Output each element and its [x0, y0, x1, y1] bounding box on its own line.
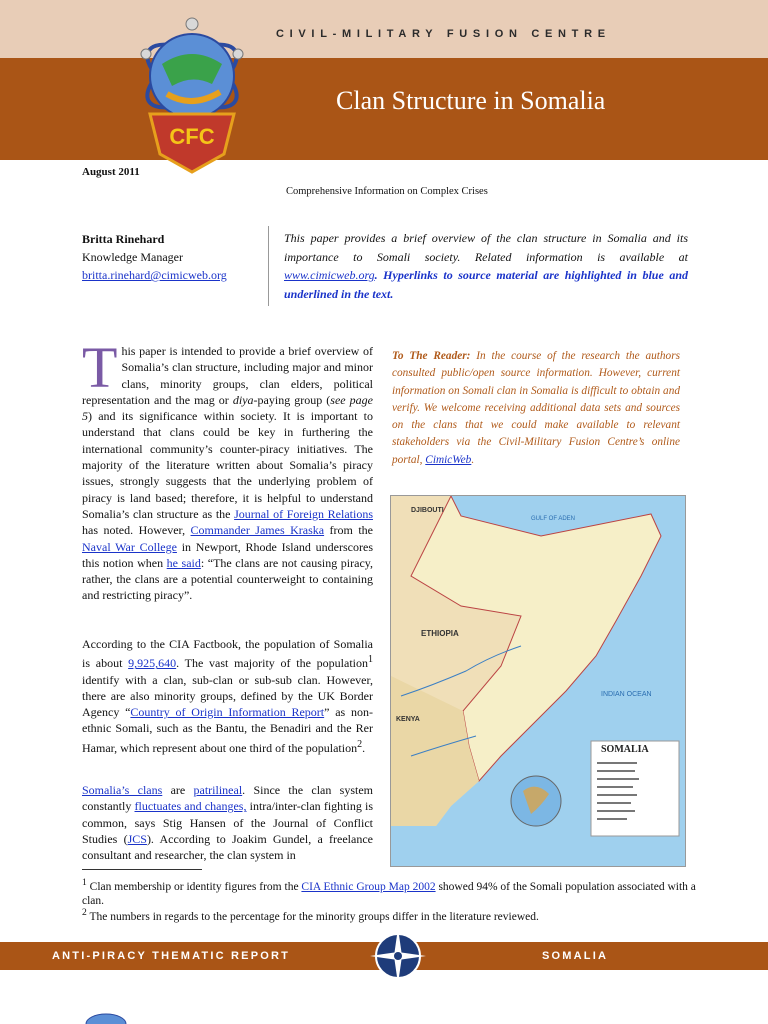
somalia-map: [390, 495, 686, 867]
map-label-ocean: INDIAN OCEAN: [601, 691, 652, 698]
reader-label: To The Reader:: [392, 350, 471, 362]
drop-cap: T: [82, 335, 118, 400]
paragraph-1: This paper is intended to provide a brief overview of Somalia’s clan structure, including major and minor clans, minority groups, clan elders, political representation and the mag or diya-paying group (see page 5) and its significance within society. It is important to understand that clans could be key in furthering the international community’s counter-piracy initiatives. The majority of the literature written about Somalia’s piracy issues, strongly suggests that the underlying problem of piracy is land based; therefore, it is helpful to understand Somalia’s clan structure as the Journal of Foreign Relations has noted. However, Commander James Kraska from the Naval War College in Newport, Rhode Island underscores this notion when he said: “The clans are not causing piracy, rather, the clans are a potential counterweight to containing and restricting piracy”.: [82, 335, 373, 603]
divider: [268, 226, 269, 306]
title-band: [0, 58, 768, 160]
author-email-link[interactable]: britta.rinehard@cimicweb.org: [82, 268, 227, 282]
footer-report-label: ANTI-PIRACY THEMATIC REPORT: [52, 950, 291, 962]
somalias-clans-link[interactable]: Somalia’s clans: [82, 783, 163, 797]
paragraph-3: Somalia’s clans are patrilineal. Since the clan system constantly fluctuates and changes, intra/inter-clan fighting is common, says Stig Hansen of the Journal of Conflict Studies (JCS). According to Joakim Gundel, a freelance consultant and researcher, the clan system in: [82, 783, 374, 863]
map-title: SOMALIA: [601, 744, 649, 755]
hyperlink-note: . Hyperlinks to source material are highlighted in blue and underlined in the text.: [284, 268, 688, 301]
fluctuates-link[interactable]: fluctuates and changes,: [134, 799, 247, 814]
footnote-rule: [82, 869, 202, 870]
footer-country-label: SOMALIA: [542, 950, 609, 962]
logo-text: CFC: [169, 124, 215, 149]
patrilineal-link[interactable]: patrilineal: [193, 783, 243, 797]
map-label-kenya: KENYA: [396, 716, 420, 723]
paragraph-2: According to the CIA Factbook, the population of Somalia is about 9,925,640. The vast majority of the population$^1$ identify with a clan, sub-clan or sub-sub clan. However, there are also minority groups, defined by the UK Border Agency “Country of Origin Information Report” as non-ethnic Somali, such as the Bantu, the Benadiri and the Rer Hamar, which represent about one third of the population$^2$.: [82, 637, 373, 755]
kraska-link[interactable]: Commander James Kraska: [190, 523, 325, 538]
population-link[interactable]: 9,925,640: [128, 656, 177, 671]
footnote-1: $^1$ Clan membership or identity figures from the CIA Ethnic Group Map 2002 showed 94% of the Somali population associated with a clan.: [82, 877, 696, 907]
cimicweb-portal-link[interactable]: CimicWeb: [425, 453, 472, 466]
cia-ethnic-map-link[interactable]: CIA Ethnic Group Map 2002: [301, 880, 436, 893]
author-role: Knowledge Manager: [82, 250, 183, 264]
reader-note: To The Reader: In the course of the research the authors consulted public/open source information. However, current information on Somali clan in Somalia is difficult to obtain and verify. We welcome receiving additional data sets and sources on the clans that we could make available to relevant stakeholders via the Civil-Military Fusion Centre’s online portal, CimicWeb.: [392, 350, 680, 466]
author-name: Britta Rinehard: [82, 232, 165, 246]
top-band: [0, 0, 768, 58]
map-label-gulf: GULF OF ADEN: [531, 516, 576, 522]
map-label-djibouti: DJIBOUTI: [411, 507, 444, 514]
cfc-logo: [132, 14, 252, 184]
intro-text: This paper provides a brief overview of the clan structure in Somalia and its importance to Somali society. Related information is available at www.cimicweb.org. Hyperlinks to source material are highlighted in blue and underlined in the text.: [284, 231, 688, 301]
nato-compass-icon: [368, 926, 428, 986]
jcs-link[interactable]: JCS: [127, 831, 147, 846]
publication-date: August 2011: [82, 166, 140, 178]
org-name: CIVIL-MILITARY FUSION CENTRE: [276, 28, 611, 40]
page-title: Clan Structure in Somalia: [336, 86, 606, 115]
country-origin-report-link[interactable]: Country of Origin Information Report: [130, 705, 325, 720]
journal-foreign-relations-link[interactable]: Journal of Foreign Relations: [234, 506, 373, 521]
footer-logo-icon: [82, 1008, 130, 1024]
map-label-ethiopia: ETHIOPIA: [421, 629, 459, 638]
naval-war-college-link[interactable]: Naval War College: [82, 539, 177, 554]
he-said-link[interactable]: he said: [166, 555, 201, 570]
footnote-2: $^2$ The numbers in regards to the percentage for the minority groups differ in the literature reviewed.: [82, 907, 539, 923]
author-block: [82, 230, 227, 284]
cimicweb-link[interactable]: www.cimicweb.org: [284, 268, 375, 282]
subtitle: Comprehensive Information on Complex Crises: [286, 186, 488, 197]
